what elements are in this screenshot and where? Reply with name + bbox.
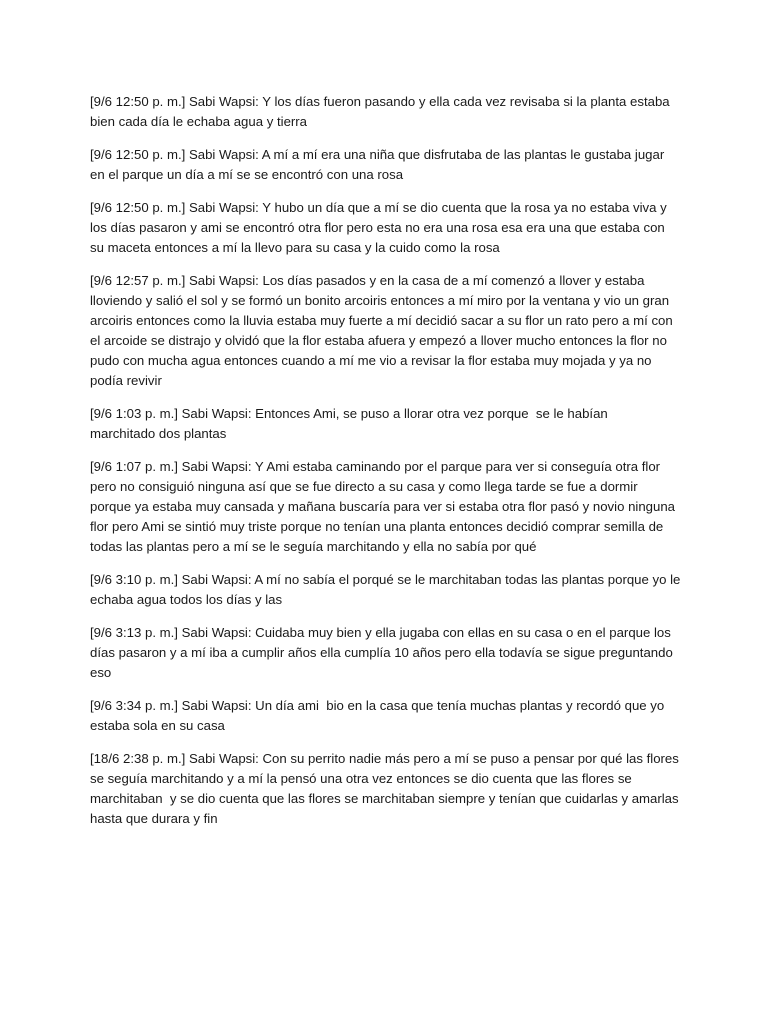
chat-message-paragraph: [18/6 2:38 p. m.] Sabi Wapsi: Con su perrito nadie más pero a mí se puso a pensar por qué las flores se seguía marchitando y a mí la pensó una otra vez entonces se dio cuenta que las flores se marchitaban y se dio cuenta que las flores se marchitaban siempre y tenían que cuidarlas y amarlas hasta que durara y fin [90,751,683,826]
chat-message-paragraph: [9/6 12:50 p. m.] Sabi Wapsi: Y los días fueron pasando y ella cada vez revisaba si la planta estaba bien cada día le echaba agua y tierra [90,94,674,129]
chat-message-paragraph: [9/6 1:03 p. m.] Sabi Wapsi: Entonces Ami, se puso a llorar otra vez porque se le habían marchitado dos plantas [90,406,619,441]
chat-message-paragraph: [9/6 1:07 p. m.] Sabi Wapsi: Y Ami estaba caminando por el parque para ver si conseguía otra flor pero no consiguió ninguna así que se fue directo a su casa y como llega tarde se fue a dormir porque ya estaba muy cansada y mañana buscaría para ver si estaba otra flor pasó y novio ninguna flor pero Ami se sintió muy triste porque no tenían una planta entonces decidió comprar semilla de todas las plantas pero a mí se le seguía marchitando y ella no sabía por qué [90,459,679,554]
document-body [90,92,685,842]
chat-message-paragraph: [9/6 12:57 p. m.] Sabi Wapsi: Los días pasados y en la casa de a mí comenzó a llover y estaba lloviendo y salió el sol y se formó un bonito arcoiris entonces a mí miro por la ventana y vio un gran arcoiris entonces como la lluvia estaba muy fuerte a mí decidió sacar a su flor un rato pero a mí con el arcoide se distrajo y olvidó que la flor estaba afuera y empezó a llover mucho entonces la flor no pudo con mucha agua entonces cuando a mí me vio a revisar la flor estaba muy mojada y ya no podía revivir [90,273,677,388]
chat-message-paragraph: [9/6 3:34 p. m.] Sabi Wapsi: Un día ami bio en la casa que tenía muchas plantas y recordó que yo estaba sola en su casa [90,698,668,733]
chat-message-paragraph: [9/6 12:50 p. m.] Sabi Wapsi: A mí a mí era una niña que disfrutaba de las plantas le gustaba jugar en el parque un día a mí se se encontró con una rosa [90,147,668,182]
chat-message-paragraph: [9/6 3:10 p. m.] Sabi Wapsi: A mí no sabía el porqué se le marchitaban todas las plantas porque yo le echaba agua todos los días y las [90,572,685,607]
chat-message-paragraph: [9/6 12:50 p. m.] Sabi Wapsi: Y hubo un día que a mí se dio cuenta que la rosa ya no estaba viva y los días pasaron y ami se encontró otra flor pero esta no era una rosa esa era una que estaba con su maceta entonces a mí la llevo para su casa y la cuido como la rosa [90,200,671,255]
chat-message-paragraph: [9/6 3:13 p. m.] Sabi Wapsi: Cuidaba muy bien y ella jugaba con ellas en su casa o en el parque los días pasaron y a mí iba a cumplir años ella cumplía 10 años pero ella todavía se sigue preguntando eso [90,625,677,680]
